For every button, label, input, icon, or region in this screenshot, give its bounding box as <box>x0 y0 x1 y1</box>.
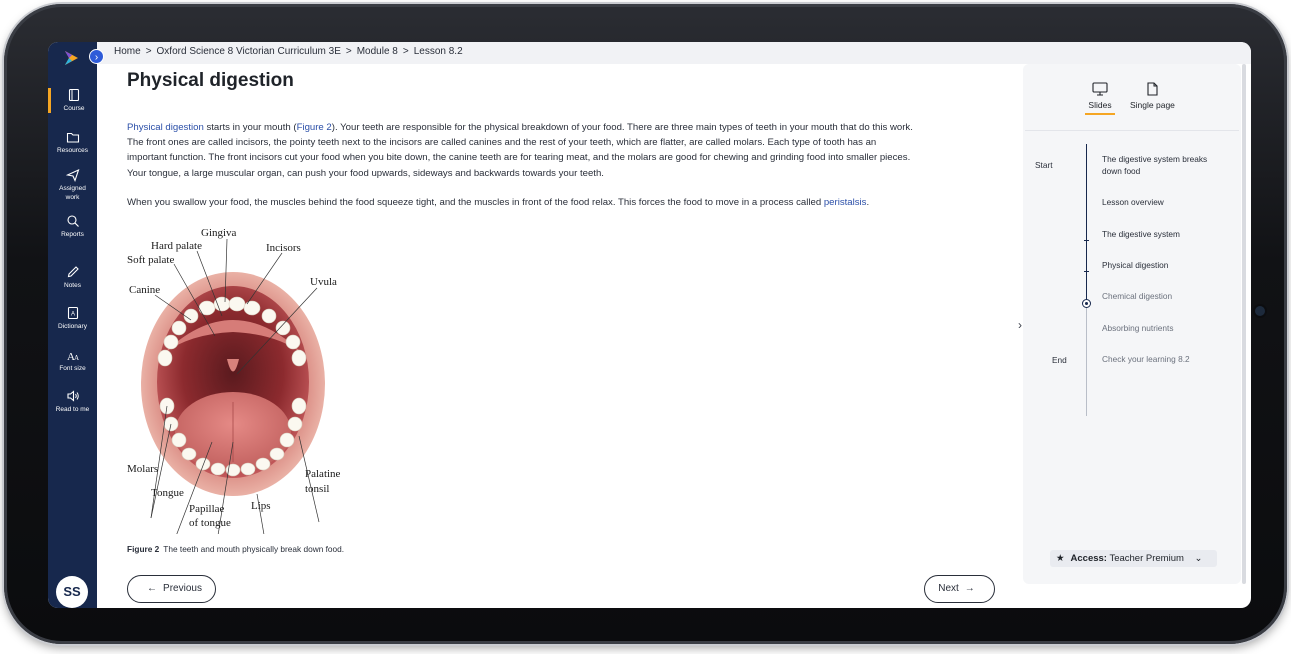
nav-read-to-me-label: Read to me <box>55 406 90 413</box>
label-gingiva: Gingiva <box>201 227 237 239</box>
tab-slides[interactable] <box>1085 82 1115 115</box>
book-icon <box>67 88 81 102</box>
timeline-progress-line <box>1086 144 1087 304</box>
breadcrumb-course[interactable]: Oxford Science 8 Victorian Curriculum 3E <box>156 46 341 57</box>
outline-item[interactable]: The digestive system <box>1102 229 1180 239</box>
pencil-icon <box>66 265 80 279</box>
para-text: The front ones are called incisors, the pointy teeth next to the incisors are called canines and the rest of your teeth, which are flatter, are called molars. Each type of tooth has an <box>127 137 877 149</box>
divider <box>1025 130 1239 131</box>
access-value: Teacher Premium <box>1109 553 1184 564</box>
reports-icon <box>66 214 80 228</box>
para-text: When you swallow your food, the muscles behind the food squeeze tight, and the muscles in front of the food relax. This forces the food to move in a process called <box>127 197 824 208</box>
nav-resources[interactable] <box>48 130 97 155</box>
side-navigation <box>48 42 97 608</box>
label-palatine: Palatine <box>305 468 341 480</box>
arrow-left-icon: ← <box>147 583 158 594</box>
svg-text:A: A <box>66 351 75 362</box>
timeline-start-label: Start <box>1035 160 1053 170</box>
caption-label: Figure 2 <box>127 544 160 554</box>
breadcrumb-separator: > <box>402 46 409 57</box>
sidebar-expand-button[interactable]: › <box>89 49 104 64</box>
nav-resources-label: Resources <box>56 147 89 154</box>
label-papillae: Papillae <box>189 503 225 515</box>
dictionary-icon <box>66 306 80 320</box>
page-title: Physical digestion <box>127 70 294 91</box>
access-level-dropdown[interactable] <box>1050 550 1217 567</box>
breadcrumb-lesson[interactable]: Lesson 8.2 <box>413 46 463 57</box>
glossary-link-physical-digestion[interactable]: Physical digestion <box>127 122 204 133</box>
label-tongue: Tongue <box>151 487 184 499</box>
outline-item[interactable]: Check your learning 8.2 <box>1102 354 1190 364</box>
nav-reports[interactable] <box>48 214 97 239</box>
scrollbar[interactable] <box>1242 64 1246 584</box>
mouth-diagram <box>127 224 357 534</box>
monitor-icon <box>1092 82 1108 96</box>
figure-2-link[interactable]: Figure 2 <box>296 122 332 133</box>
outline-item[interactable]: Lesson overview <box>1102 197 1164 207</box>
nav-reports-label: Reports <box>61 231 84 238</box>
app-logo-icon <box>62 49 82 67</box>
breadcrumb-home[interactable]: Home <box>114 46 141 57</box>
active-tab-underline <box>1085 113 1115 115</box>
nav-assigned-work[interactable] <box>48 168 97 202</box>
breadcrumb <box>97 42 1251 64</box>
user-avatar[interactable]: SS <box>56 576 88 608</box>
timeline-remaining-line <box>1086 304 1087 416</box>
outline-item[interactable]: The digestive system breaks down food <box>1102 154 1208 176</box>
tab-slides-label: Slides <box>1088 100 1112 110</box>
label-of-tongue: of tongue <box>189 517 231 529</box>
folder-icon <box>66 130 80 144</box>
access-label: Access: <box>1070 553 1107 564</box>
label-soft-palate: Soft palate <box>127 254 175 266</box>
outline-item-current[interactable]: Physical digestion <box>1102 260 1169 270</box>
nav-font-size[interactable] <box>48 348 97 373</box>
panel-toggle-chevron-icon[interactable]: › <box>1018 318 1022 332</box>
lesson-content <box>127 64 1002 608</box>
label-hard-palate: Hard palate <box>151 240 202 252</box>
nav-course-label: Course <box>63 105 85 112</box>
next-label: Next <box>938 583 959 594</box>
paragraph-physical-digestion <box>127 120 997 181</box>
chevron-down-icon: ⌄ <box>1194 553 1203 564</box>
nav-notes[interactable] <box>48 265 97 290</box>
tablet-frame <box>4 4 1287 644</box>
font-size-icon <box>66 348 80 362</box>
label-lips: Lips <box>251 500 271 512</box>
nav-dictionary-label: Dictionary <box>58 323 87 330</box>
arrow-right-icon: → <box>964 583 975 594</box>
breadcrumb-separator: > <box>345 46 352 57</box>
para-text: important function. The front incisors cut your food when you bite down, the canine teeth are for tearing meat, and the molars are good for chewing and grinding food into smaller pieces. <box>127 152 911 164</box>
para-text: ). Your teeth are responsible for the physical breakdown of your food. There are three main types of teeth in your mouth that do this work. <box>331 122 913 133</box>
previous-label: Previous <box>163 583 202 594</box>
outline-item[interactable]: Absorbing nutrients <box>1102 323 1174 333</box>
page-icon <box>1145 82 1159 96</box>
para-text: starts in your mouth ( <box>203 122 297 133</box>
label-incisors: Incisors <box>266 242 301 254</box>
nav-assigned-work-label: Assigned work <box>59 185 86 201</box>
label-molars: Molars <box>127 463 159 475</box>
label-canine: Canine <box>129 284 161 296</box>
breadcrumb-module[interactable]: Module 8 <box>356 46 398 57</box>
nav-read-to-me[interactable] <box>48 389 97 414</box>
nav-notes-label: Notes <box>64 282 81 289</box>
caption-text: The teeth and mouth physically break down food. <box>163 544 345 554</box>
para-text: . <box>866 197 870 208</box>
next-button[interactable] <box>924 575 995 603</box>
breadcrumb-separator: > <box>145 46 152 57</box>
star-icon: ★ <box>1056 553 1065 564</box>
send-icon <box>66 168 80 182</box>
tab-single-page[interactable] <box>1130 82 1175 110</box>
nav-font-size-label: Font size <box>59 365 86 372</box>
previous-button[interactable] <box>127 575 216 603</box>
nav-course[interactable] <box>48 88 97 113</box>
svg-text:A: A <box>70 311 75 318</box>
para-text: Your tongue, a large muscular organ, can push your food upwards, sideways and backwards towards your teeth. <box>127 167 604 179</box>
outline-item[interactable]: Chemical digestion <box>1102 291 1173 301</box>
app-screen <box>48 42 1251 608</box>
timeline-tick <box>1084 271 1089 272</box>
paragraph-peristalsis <box>127 195 997 210</box>
lesson-outline-panel <box>1023 64 1241 584</box>
label-tonsil: tonsil <box>305 483 330 495</box>
tab-single-page-label: Single page <box>1130 100 1175 110</box>
timeline-current-marker <box>1082 299 1091 308</box>
timeline-tick <box>1084 240 1089 241</box>
nav-dictionary[interactable] <box>48 306 97 331</box>
label-uvula: Uvula <box>310 276 337 288</box>
svg-text:A: A <box>73 354 79 362</box>
timeline-end-label: End <box>1052 355 1067 365</box>
glossary-link-peristalsis[interactable]: peristalsis <box>823 197 867 208</box>
figure-caption <box>127 544 344 554</box>
speaker-icon <box>66 389 80 403</box>
